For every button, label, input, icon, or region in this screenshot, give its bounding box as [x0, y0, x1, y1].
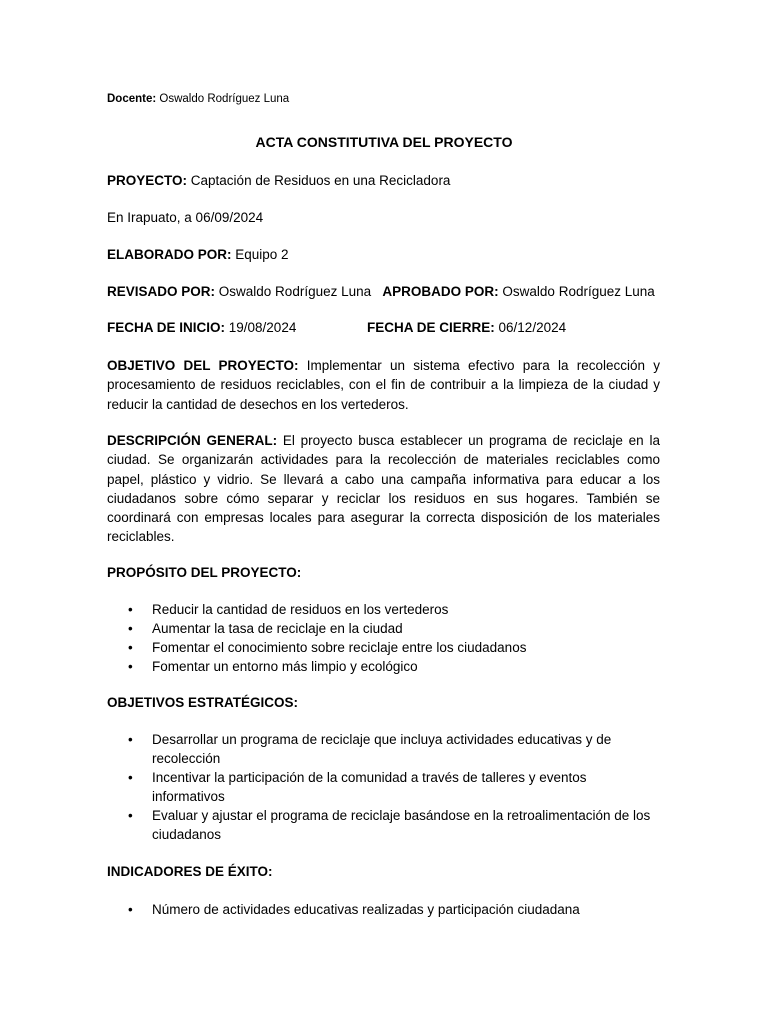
descripcion-text: El proyecto busca establecer un programa de reciclaje en la ciudad. Se organizarán actividades para la recolección de materiales reciclables como papel, plástico y vidrio. Se llevará a cabo una campaña informativa para educar a los ciudadanos sobre cómo separar y reciclar los residuos en sus hogares. También se coordinará con empresas locales para asegurar la correcta disposición de los materiales reciclables.	[107, 433, 660, 545]
document-title: ACTA CONSTITUTIVA DEL PROYECTO	[255, 134, 513, 150]
estrategicos-list	[107, 730, 660, 844]
proyecto-label: PROYECTO:	[107, 173, 188, 188]
list-item: • Evaluar y ajustar el programa de reciclaje basándose en la retroalimentación de los ciudadanos	[107, 806, 660, 844]
aprobado-label: APROBADO POR:	[382, 284, 499, 299]
descripcion-paragraph	[107, 431, 660, 547]
fechas-line	[107, 318, 296, 337]
fecha-cierre-label: FECHA DE CIERRE:	[367, 320, 495, 335]
list-item: • Incentivar la participación de la comunidad a través de talleres y eventos informativos	[107, 768, 660, 806]
proyecto-value: Captación de Residuos en una Recicladora	[190, 173, 451, 188]
indicadores-heading: INDICADORES DE ÉXITO:	[107, 864, 273, 879]
indicadores-list	[107, 900, 660, 919]
objetivo-paragraph	[107, 356, 660, 414]
lugar-fecha: En Irapuato, a 06/09/2024	[107, 210, 264, 225]
revisado-label: REVISADO POR:	[107, 284, 216, 299]
objetivo-text: Implementar un sistema efectivo para la recolección y procesamiento de residuos reciclables, con el fin de contribuir a la limpieza de la ciudad y reducir la cantidad de desechos en los vertederos.	[107, 358, 660, 412]
list-item: • Fomentar el conocimiento sobre reciclaje entre los ciudadanos	[107, 638, 660, 657]
descripcion-label: DESCRIPCIÓN GENERAL:	[107, 433, 278, 448]
aprobado-value: Oswaldo Rodríguez Luna	[502, 284, 655, 299]
fecha-inicio-label: FECHA DE INICIO:	[107, 320, 225, 335]
list-item: • Aumentar la tasa de reciclaje en la ciudad	[107, 619, 660, 638]
docente-value: Oswaldo Rodríguez Luna	[159, 93, 290, 105]
proposito-heading: PROPÓSITO DEL PROYECTO:	[107, 565, 302, 580]
list-item: • Desarrollar un programa de reciclaje que incluya actividades educativas y de recolección	[107, 730, 660, 768]
revisado-value: Oswaldo Rodríguez Luna	[218, 284, 372, 299]
docente-line	[107, 90, 289, 109]
fecha-inicio-value: 19/08/2024	[228, 320, 297, 335]
elaborado-line	[107, 245, 289, 264]
elaborado-label: ELABORADO POR:	[107, 247, 232, 262]
list-item: • Fomentar un entorno más limpio y ecológico	[107, 657, 660, 676]
objetivo-label: OBJETIVO DEL PROYECTO:	[107, 358, 299, 373]
proposito-list	[107, 600, 660, 676]
list-item: • Reducir la cantidad de residuos en los vertederos	[107, 600, 660, 619]
proyecto-line	[107, 171, 450, 190]
docente-label: Docente:	[107, 93, 157, 105]
fecha-cierre-value: 06/12/2024	[498, 320, 567, 335]
estrategicos-heading: OBJETIVOS ESTRATÉGICOS:	[107, 695, 299, 710]
revisado-aprobado-line	[107, 282, 655, 301]
fecha-cierre-line	[367, 318, 566, 337]
elaborado-value: Equipo 2	[235, 247, 289, 262]
list-item: • Número de actividades educativas realizadas y participación ciudadana	[107, 900, 660, 919]
